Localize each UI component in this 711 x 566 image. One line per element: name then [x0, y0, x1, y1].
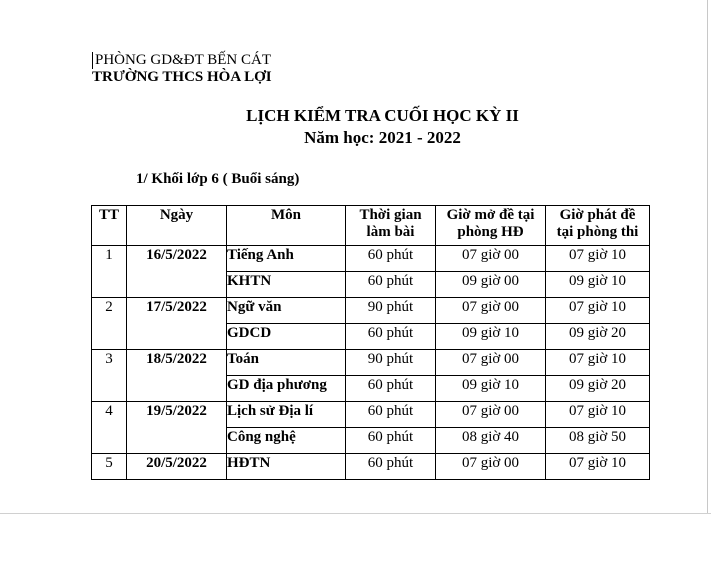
school-name: TRƯỜNG THCS HÒA LỢI	[92, 69, 272, 85]
cell-open-time: 07 giờ 00	[436, 454, 546, 480]
cell-subject: Toán	[227, 350, 346, 376]
cell-date: 19/5/2022	[127, 402, 227, 454]
cell-subject: Tiếng Anh	[227, 246, 346, 272]
document-title: LỊCH KIỂM TRA CUỐI HỌC KỲ II	[246, 106, 519, 125]
header-open-time	[436, 206, 546, 246]
cell-subject: GD địa phương	[227, 376, 346, 402]
cell-duration: 60 phút	[346, 428, 436, 454]
cell-open-time: 07 giờ 00	[436, 246, 546, 272]
table-row	[92, 246, 650, 272]
table-row	[92, 298, 650, 324]
cell-dist-time: 07 giờ 10	[546, 350, 650, 376]
cell-tt: 4	[92, 402, 127, 454]
header-dist-line2: tại phòng thi	[556, 224, 639, 240]
cell-dist-time: 07 giờ 10	[546, 454, 650, 480]
cell-tt: 1	[92, 246, 127, 298]
table-row	[92, 350, 650, 376]
table-row	[92, 454, 650, 480]
header-date: Ngày	[127, 206, 227, 246]
text-cursor	[92, 52, 93, 69]
cell-subject: Lịch sử Địa lí	[227, 402, 346, 428]
header-duration	[346, 206, 436, 246]
cell-tt: 2	[92, 298, 127, 350]
cell-date: 17/5/2022	[127, 298, 227, 350]
cell-open-time: 09 giờ 10	[436, 376, 546, 402]
cell-dist-time: 09 giờ 10	[546, 272, 650, 298]
cell-open-time: 09 giờ 00	[436, 272, 546, 298]
cell-date: 16/5/2022	[127, 246, 227, 298]
cell-duration: 60 phút	[346, 246, 436, 272]
cell-dist-time: 07 giờ 10	[546, 298, 650, 324]
cell-dist-time: 09 giờ 20	[546, 376, 650, 402]
cell-duration: 60 phút	[346, 376, 436, 402]
cell-open-time: 07 giờ 00	[436, 402, 546, 428]
cell-duration: 90 phút	[346, 298, 436, 324]
header-duration-line2: làm bài	[366, 224, 415, 240]
cell-duration: 90 phút	[346, 350, 436, 376]
cell-open-time: 09 giờ 10	[436, 324, 546, 350]
page-bottom-edge	[0, 513, 711, 514]
cell-open-time: 08 giờ 40	[436, 428, 546, 454]
cell-open-time: 07 giờ 00	[436, 298, 546, 324]
cell-duration: 60 phút	[346, 272, 436, 298]
department-name: PHÒNG GD&ĐT BẾN CÁT	[95, 52, 271, 68]
cell-date: 20/5/2022	[127, 454, 227, 480]
section-heading: 1/ Khối lớp 6 ( Buổi sáng)	[136, 171, 300, 187]
cell-tt: 3	[92, 350, 127, 402]
cell-subject: GDCD	[227, 324, 346, 350]
school-year: Năm học: 2021 - 2022	[304, 128, 461, 147]
page-right-edge	[707, 0, 708, 513]
cell-duration: 60 phút	[346, 402, 436, 428]
cell-open-time: 07 giờ 00	[436, 350, 546, 376]
exam-schedule-table	[91, 205, 650, 480]
cell-dist-time: 08 giờ 50	[546, 428, 650, 454]
header-duration-line1: Thời gian	[359, 207, 422, 223]
cell-subject: Ngữ văn	[227, 298, 346, 324]
cell-duration: 60 phút	[346, 454, 436, 480]
cell-subject: HĐTN	[227, 454, 346, 480]
header-tt: TT	[92, 206, 127, 246]
header-open-line1: Giờ mở đề tại	[446, 207, 535, 223]
header-dist-line1: Giờ phát đề	[559, 207, 636, 223]
header-subject: Môn	[227, 206, 346, 246]
cell-subject: Công nghệ	[227, 428, 346, 454]
cell-duration: 60 phút	[346, 324, 436, 350]
cell-subject: KHTN	[227, 272, 346, 298]
header-open-line2: phòng HĐ	[457, 224, 524, 240]
cell-date: 18/5/2022	[127, 350, 227, 402]
cell-dist-time: 07 giờ 10	[546, 402, 650, 428]
table-header-row	[92, 206, 650, 246]
table-row	[92, 402, 650, 428]
cell-dist-time: 07 giờ 10	[546, 246, 650, 272]
cell-dist-time: 09 giờ 20	[546, 324, 650, 350]
header-dist-time	[546, 206, 650, 246]
cell-tt: 5	[92, 454, 127, 480]
